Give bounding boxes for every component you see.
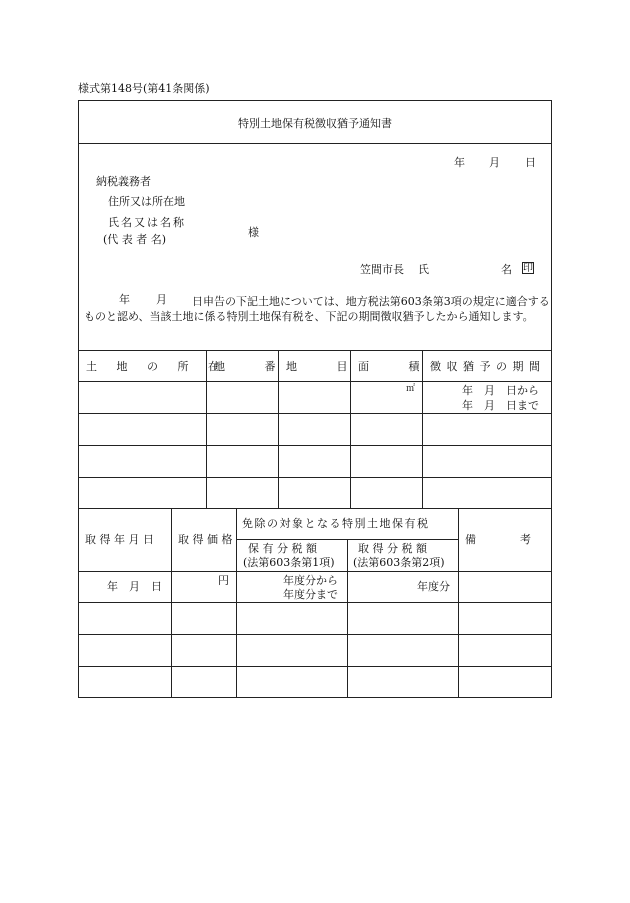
period-to: 年 月 日まで — [462, 399, 539, 412]
acquisition-date-value: 年 月 日 — [107, 580, 162, 593]
table2-row-divider — [78, 634, 552, 635]
header-acquisition-price: 取 得 価 格 — [178, 533, 233, 546]
header-acquisition-date: 取 得 年 月 日 — [85, 533, 154, 546]
header-acquisition-tax: 取 得 分 税 額 — [358, 542, 427, 555]
header-holding-tax: 保 有 分 税 額 — [248, 542, 317, 555]
table1-col-divider — [278, 350, 279, 508]
table1-col-divider — [350, 350, 351, 508]
header-acquisition-tax-sub: (法第603条第2項) — [353, 556, 445, 569]
header-location: 土 地 の 所 在 — [86, 360, 219, 373]
table2-header-divider — [78, 571, 552, 572]
body-month-label: 月 — [156, 293, 167, 306]
form-title: 特別土地保有税徴収猶予通知書 — [238, 117, 392, 130]
form-number: 様式第148号(第41条関係) — [78, 82, 210, 95]
header-holding-tax-sub: (法第603条第1項) — [243, 556, 335, 569]
taxpayer-heading: 納税義務者 — [96, 175, 151, 188]
table1-row-divider — [78, 413, 552, 414]
name-label: 氏名又は名称 — [108, 216, 186, 229]
area-unit: ㎡ — [406, 384, 416, 394]
acquisition-tax-year: 年度分 — [417, 580, 450, 593]
header-lot-number: 地 番 — [214, 360, 276, 373]
official-seal: 印 — [523, 263, 533, 274]
table2-col-divider — [171, 508, 172, 698]
header-remarks: 備 考 — [465, 533, 531, 546]
table2-row-divider — [78, 602, 552, 603]
table2-col-divider — [347, 539, 348, 698]
table1-col-divider — [206, 350, 207, 508]
acquisition-price-unit: 円 — [218, 574, 229, 587]
issuer-name-label: 氏 — [418, 263, 429, 276]
header-exempt-tax: 免除の対象となる特別土地保有税 — [242, 517, 430, 530]
period-from: 年 月 日から — [462, 384, 539, 397]
table1-col-divider — [422, 350, 423, 508]
issuer-name-suffix: 名 — [501, 263, 512, 276]
honorific: 様 — [248, 226, 259, 239]
header-land-category: 地 目 — [286, 360, 348, 373]
address-label: 住所又は所在地 — [108, 195, 185, 208]
date-month-label: 月 — [489, 156, 500, 169]
table2-col-divider — [236, 508, 237, 698]
body-year-label: 年 — [119, 293, 130, 306]
issuer-office: 笠間市長 — [360, 263, 404, 276]
header-area: 面 積 — [358, 360, 420, 373]
table1-top-border — [78, 350, 552, 351]
table1-bottom-border — [78, 508, 552, 509]
notice-body-text: 日申告の下記土地については、地方税法第603条第3項の規定に適合するものと認め、当該土地に係る特別土地保有税を、下記の期間徴収猶予したから通知します。 — [84, 295, 550, 323]
table1-row-divider — [78, 445, 552, 446]
representative-label: (代 表 者 名) — [103, 233, 167, 246]
table2-col-divider — [458, 508, 459, 698]
table1-header-divider — [78, 381, 552, 382]
date-day-label: 日 — [525, 156, 536, 169]
table1-row-divider — [78, 477, 552, 478]
header-deferral-period: 徴 収 猶 予 の 期 間 — [430, 360, 540, 373]
title-divider — [78, 143, 552, 144]
holding-to: 年度分まで — [283, 588, 338, 601]
holding-from: 年度分から — [283, 574, 338, 587]
date-year-label: 年 — [454, 156, 465, 169]
table2-row-divider — [78, 666, 552, 667]
